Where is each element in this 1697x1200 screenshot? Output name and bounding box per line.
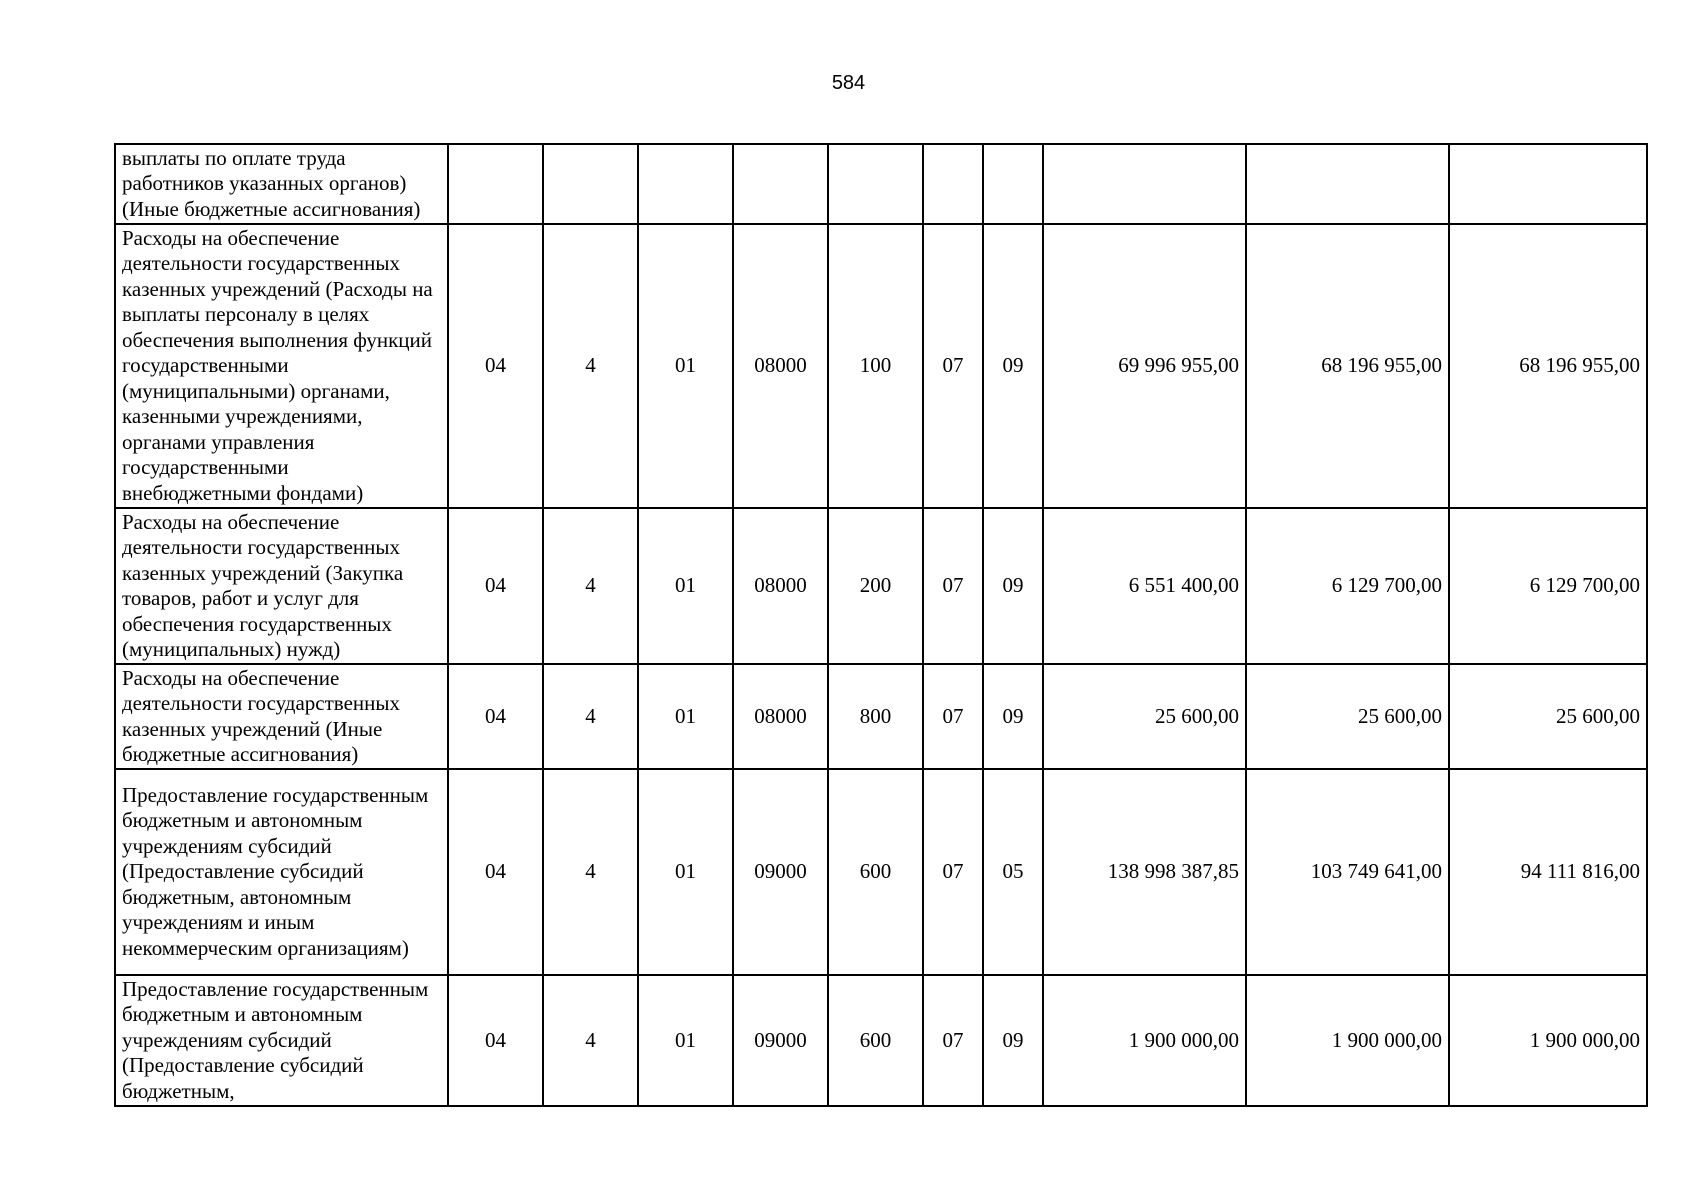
code-cell: 4: [543, 664, 638, 769]
code-cell: 01: [638, 975, 733, 1106]
code-cell: 600: [828, 769, 923, 975]
code-cell: [923, 144, 983, 224]
amount-cell: 25 600,00: [1043, 664, 1246, 769]
table-row: [115, 664, 1647, 769]
code-cell: [543, 144, 638, 224]
expense-name: Расходы на обеспечение деятельности государственных казенных учреждений (Закупка товаров, работ и услуг для обеспечения государственных (муниципальных) нужд): [115, 508, 448, 664]
code-cell: [638, 144, 733, 224]
code-cell: 09: [983, 975, 1043, 1106]
code-cell: 800: [828, 664, 923, 769]
code-cell: 08000: [733, 664, 828, 769]
table-row: [115, 224, 1647, 508]
code-cell: [448, 144, 543, 224]
code-cell: 09: [983, 508, 1043, 664]
code-cell: [733, 144, 828, 224]
expense-name: Предоставление государственным бюджетным и автономным учреждениям субсидий (Предоставление субсидий бюджетным, автономным учреждениям и иным некоммерческим организациям): [115, 769, 448, 975]
code-cell: [828, 144, 923, 224]
code-cell: 200: [828, 508, 923, 664]
table-row: [115, 975, 1647, 1106]
amount-cell: 6 129 700,00: [1449, 508, 1647, 664]
amount-cell: [1449, 144, 1647, 224]
code-cell: 07: [923, 975, 983, 1106]
code-cell: 04: [448, 769, 543, 975]
amount-cell: [1043, 144, 1246, 224]
code-cell: [983, 144, 1043, 224]
code-cell: 4: [543, 769, 638, 975]
code-cell: 04: [448, 664, 543, 769]
expense-name: Предоставление государственным бюджетным и автономным учреждениям субсидий (Предоставление субсидий бюджетным,: [115, 975, 448, 1106]
code-cell: 01: [638, 224, 733, 508]
expense-name: Расходы на обеспечение деятельности государственных казенных учреждений (Иные бюджетные ассигнования): [115, 664, 448, 769]
amount-cell: 6 551 400,00: [1043, 508, 1246, 664]
budget-table: [114, 143, 1648, 1107]
code-cell: 4: [543, 224, 638, 508]
code-cell: 07: [923, 224, 983, 508]
code-cell: 09000: [733, 975, 828, 1106]
amount-cell: 25 600,00: [1246, 664, 1449, 769]
amount-cell: 68 196 955,00: [1449, 224, 1647, 508]
amount-cell: 68 196 955,00: [1246, 224, 1449, 508]
code-cell: 04: [448, 975, 543, 1106]
code-cell: 01: [638, 664, 733, 769]
amount-cell: 1 900 000,00: [1449, 975, 1647, 1106]
amount-cell: [1246, 144, 1449, 224]
code-cell: 08000: [733, 508, 828, 664]
table-row: [115, 769, 1647, 975]
amount-cell: 103 749 641,00: [1246, 769, 1449, 975]
code-cell: 01: [638, 508, 733, 664]
page-number: 584: [831, 72, 866, 94]
expense-name: выплаты по оплате труда работников указанных органов) (Иные бюджетные ассигнования): [115, 144, 448, 224]
code-cell: 09: [983, 224, 1043, 508]
code-cell: 04: [448, 508, 543, 664]
code-cell: 09000: [733, 769, 828, 975]
amount-cell: 138 998 387,85: [1043, 769, 1246, 975]
table-row: [115, 144, 1647, 224]
code-cell: 01: [638, 769, 733, 975]
code-cell: 08000: [733, 224, 828, 508]
code-cell: 04: [448, 224, 543, 508]
code-cell: 05: [983, 769, 1043, 975]
amount-cell: 1 900 000,00: [1246, 975, 1449, 1106]
code-cell: 4: [543, 508, 638, 664]
code-cell: 4: [543, 975, 638, 1106]
amount-cell: 1 900 000,00: [1043, 975, 1246, 1106]
expense-name: Расходы на обеспечение деятельности государственных казенных учреждений (Расходы на выплаты персоналу в целях обеспечения выполнения функций государственными (муниципальными) органами, казенными учреждениями, органами управления государственными внебюджетными фондами): [115, 224, 448, 508]
code-cell: 600: [828, 975, 923, 1106]
code-cell: 07: [923, 508, 983, 664]
code-cell: 07: [923, 664, 983, 769]
code-cell: 07: [923, 769, 983, 975]
amount-cell: 25 600,00: [1449, 664, 1647, 769]
code-cell: 100: [828, 224, 923, 508]
amount-cell: 94 111 816,00: [1449, 769, 1647, 975]
code-cell: 09: [983, 664, 1043, 769]
amount-cell: 6 129 700,00: [1246, 508, 1449, 664]
table-row: [115, 508, 1647, 664]
amount-cell: 69 996 955,00: [1043, 224, 1246, 508]
